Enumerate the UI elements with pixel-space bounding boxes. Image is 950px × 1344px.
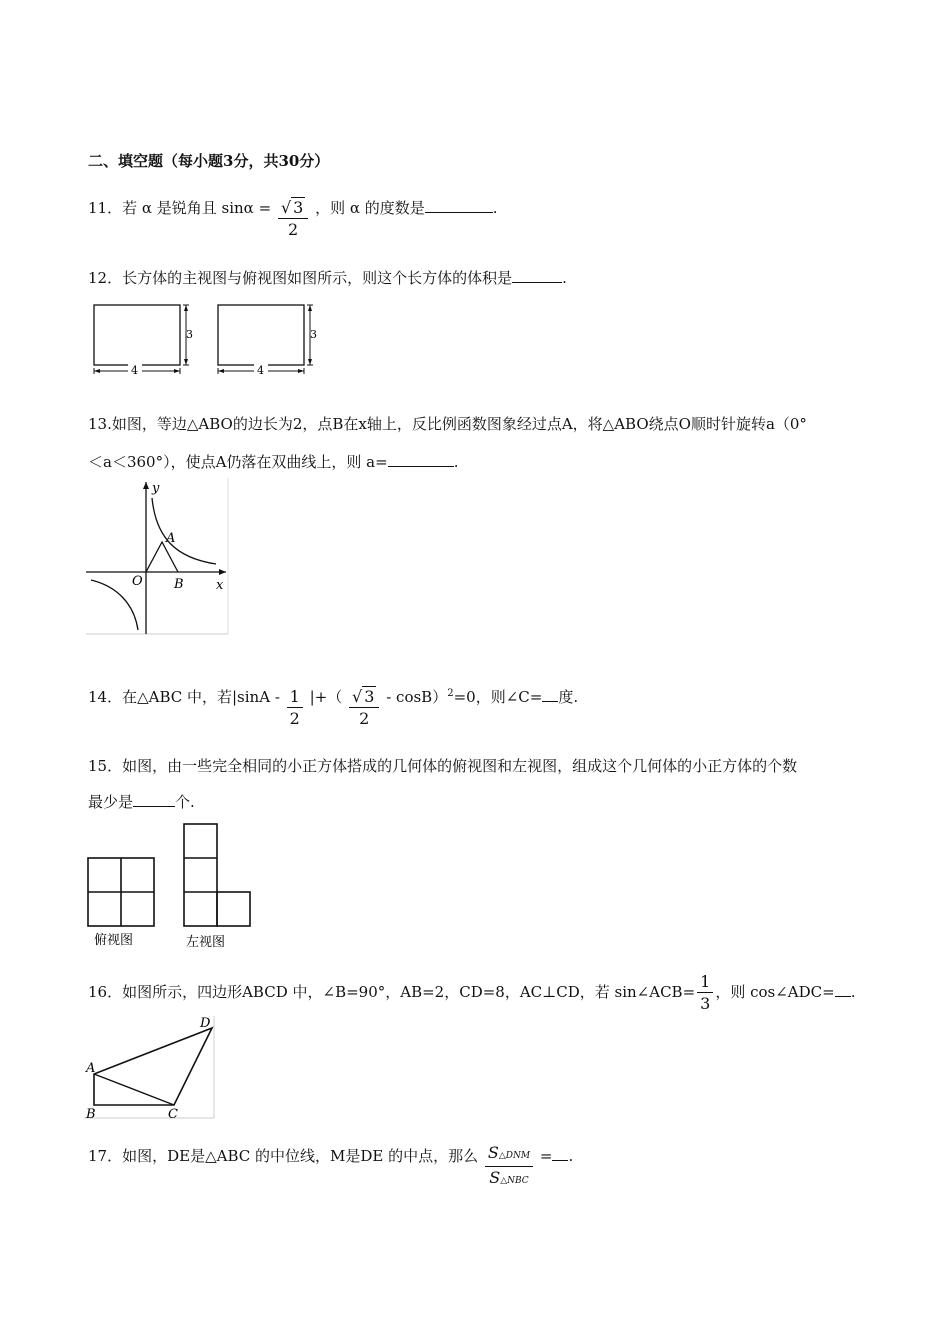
q11-text-after: ，则 α 的度数是 bbox=[315, 199, 425, 217]
q11-end: . bbox=[492, 199, 498, 217]
q13-end: . bbox=[453, 453, 459, 471]
q15-line2-text: 最少是 bbox=[88, 793, 134, 811]
quadrilateral-abcd bbox=[94, 1028, 212, 1105]
top-view-rect bbox=[218, 305, 304, 365]
q14-text-before: 在△ABC 中，若|sinA - bbox=[122, 688, 280, 706]
q14-number: 14． bbox=[88, 688, 123, 706]
q16-frac-den: 3 bbox=[700, 994, 711, 1013]
q14-end: 度. bbox=[558, 688, 579, 706]
left-view-grid bbox=[184, 824, 250, 926]
q17-num-sub: △DNM bbox=[498, 1151, 531, 1161]
front-height-label: 3 bbox=[186, 328, 193, 341]
q12-answer-blank[interactable] bbox=[512, 268, 562, 283]
section-title: 二、填空题（每小题3分，共30分） bbox=[88, 152, 330, 170]
question-12 bbox=[88, 268, 567, 288]
q12-number: 12． bbox=[88, 269, 123, 287]
label-c: C bbox=[168, 1107, 178, 1122]
q11-text-before: 若 α 是锐角且 sinα = bbox=[122, 199, 272, 217]
q12-figure bbox=[88, 300, 328, 380]
label-d: D bbox=[200, 1016, 211, 1031]
q17-fraction bbox=[485, 1144, 533, 1190]
q16-text-before: 如图所示，四边形ABCD 中，∠B=90°，AB=2，CD=8，AC⊥CD，若 sin∠ACB= bbox=[122, 983, 696, 1001]
label-b: B bbox=[86, 1107, 96, 1122]
q17-text-before: 如图，DE是△ABC 的中位线，M是DE 的中点，那么 bbox=[122, 1147, 479, 1165]
q14-text-after: - cosB） bbox=[386, 688, 448, 706]
q17-end: . bbox=[568, 1147, 574, 1165]
q17-number: 17． bbox=[88, 1147, 123, 1165]
question-13-line1: 13.如图，等边△ABO的边长为2，点B在x轴上，反比例函数图象经过点A，将△ABO绕点O顺时针旋转a（0° bbox=[88, 415, 807, 433]
q14-fraction-2: $\frac{√ 3}{2}$ bbox=[349, 688, 379, 728]
top-height-label: 3 bbox=[310, 328, 317, 341]
question-14 bbox=[88, 684, 578, 728]
q16-text-after: ，则 cos∠ADC= bbox=[715, 983, 835, 1001]
q17-den-s: S bbox=[489, 1168, 501, 1187]
q11-number: 11． bbox=[88, 199, 123, 217]
label-b: B bbox=[174, 577, 184, 592]
hyperbola-branch-1 bbox=[152, 498, 216, 564]
question-15-line2 bbox=[88, 792, 195, 812]
q15-answer-blank[interactable] bbox=[133, 792, 175, 807]
diagonal-ac bbox=[94, 1074, 174, 1105]
q12-text: 长方体的主视图与俯视图如图所示，则这个长方体的体积是 bbox=[122, 269, 513, 287]
q16-figure bbox=[84, 1012, 219, 1122]
front-view-rect bbox=[94, 305, 180, 365]
top-view-label: 俯视图 bbox=[94, 933, 134, 948]
label-x: x bbox=[216, 578, 224, 593]
q17-answer-blank[interactable] bbox=[552, 1146, 568, 1161]
q14-fraction-1 bbox=[287, 688, 303, 728]
q16-end: . bbox=[850, 983, 856, 1001]
top-view-grid bbox=[88, 858, 154, 926]
q15-figure bbox=[86, 822, 256, 950]
q14-frac2-den: 2 bbox=[359, 709, 370, 728]
left-view-label: 左视图 bbox=[186, 935, 226, 950]
q16-number: 16． bbox=[88, 983, 123, 1001]
q17-text-after: = bbox=[539, 1147, 553, 1165]
q16-answer-blank[interactable] bbox=[835, 982, 851, 997]
q13-answer-blank[interactable] bbox=[388, 452, 454, 467]
hyperbola-branch-2 bbox=[91, 580, 138, 630]
question-11 bbox=[88, 198, 498, 239]
q14-answer-blank[interactable] bbox=[542, 687, 558, 702]
label-a: A bbox=[86, 1061, 96, 1076]
q11-answer-blank[interactable] bbox=[425, 198, 493, 213]
top-width-label: 4 bbox=[257, 364, 264, 377]
question-13-line2 bbox=[88, 452, 458, 472]
q14-text-mid: |+（ bbox=[309, 688, 343, 706]
q17-den-sub: △NBC bbox=[500, 1176, 529, 1186]
q14-text-tail: =0，则∠C= bbox=[453, 688, 543, 706]
question-16 bbox=[88, 973, 856, 1013]
q11-fraction: $\frac{√ 3}{2}$ bbox=[278, 199, 308, 239]
front-width-label: 4 bbox=[131, 364, 138, 377]
q11-frac-den: 2 bbox=[288, 220, 299, 239]
q13-figure bbox=[86, 478, 231, 638]
label-a: A bbox=[166, 531, 176, 546]
q14-superscript: 2 bbox=[447, 688, 454, 699]
q16-fraction bbox=[697, 973, 713, 1013]
q16-frac-num: 1 bbox=[697, 973, 713, 993]
q12-end: . bbox=[562, 269, 567, 287]
q15-end: 个. bbox=[175, 793, 195, 811]
q14-frac2-num: 3 bbox=[364, 687, 375, 706]
q11-frac-num: 3 bbox=[293, 198, 304, 217]
q13-line2-text: ＜a＜360°），使点A仍落在双曲线上，则 a= bbox=[88, 453, 388, 471]
q17-num-s: S bbox=[487, 1143, 499, 1162]
label-o: O bbox=[132, 574, 143, 589]
question-15-line1: 15．如图，由一些完全相同的小正方体搭成的几何体的俯视图和左视图，组成这个几何体的小正方体的个数 bbox=[88, 757, 798, 775]
label-y: y bbox=[152, 481, 160, 496]
q14-frac1-num: 1 bbox=[287, 688, 303, 708]
q14-frac1-den: 2 bbox=[289, 709, 300, 728]
question-17 bbox=[88, 1144, 573, 1190]
